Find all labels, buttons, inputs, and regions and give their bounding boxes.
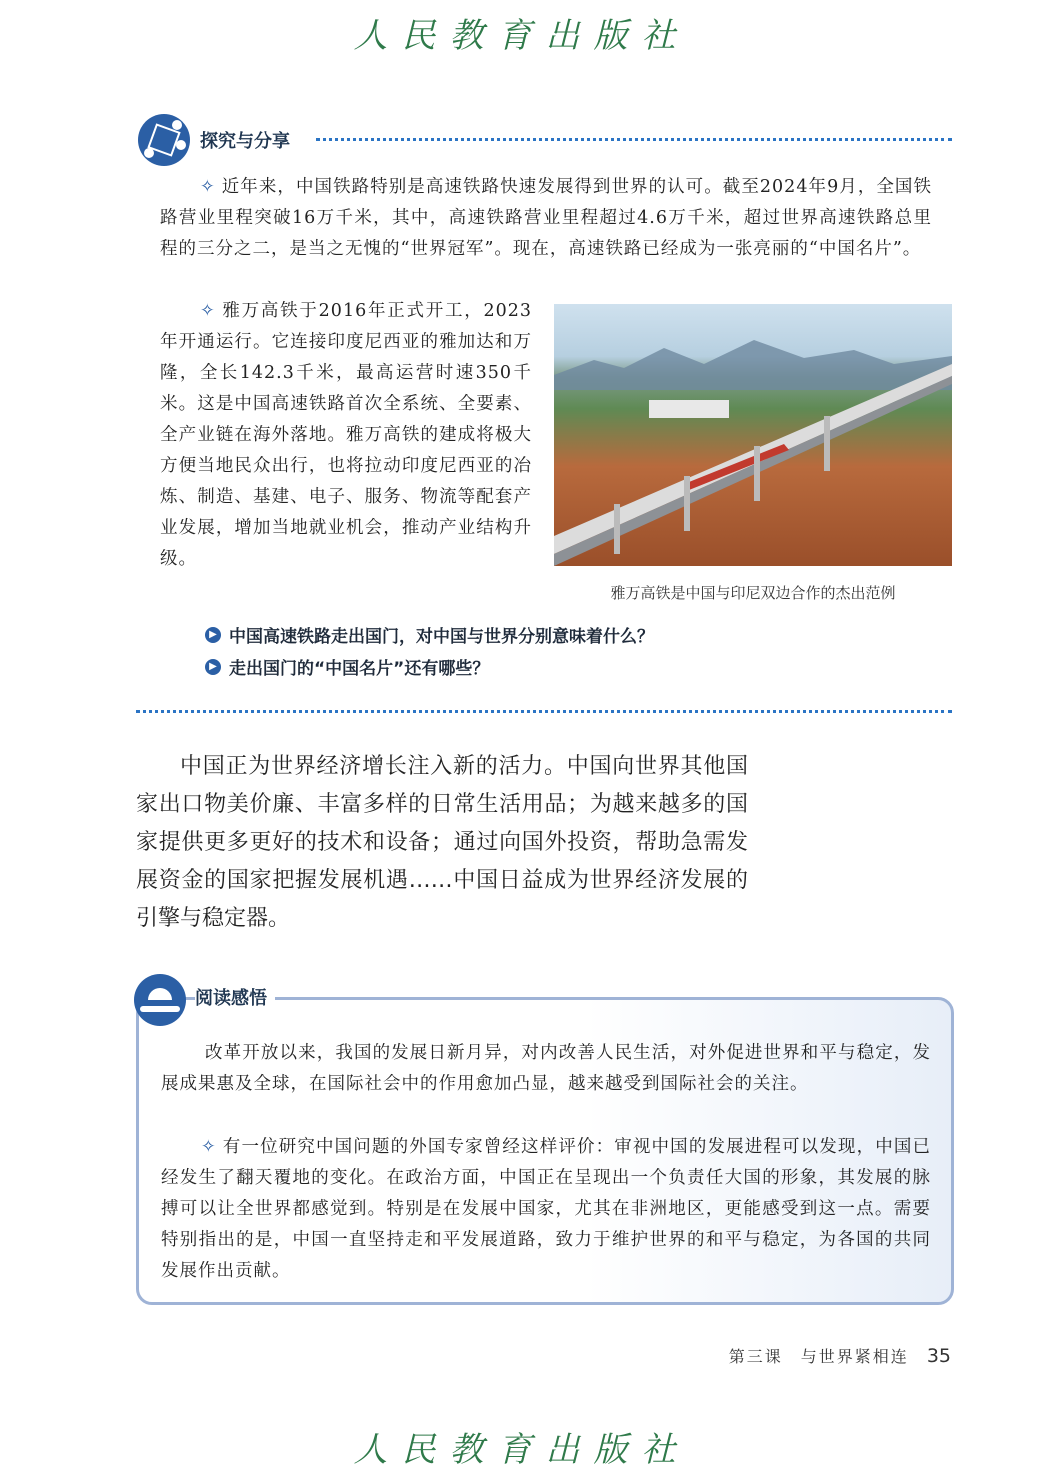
explore-paragraph-1: ✧ 近年来，中国铁路特别是高速铁路快速发展得到世界的认可。截至2024年9月，全国铁路营业里程突破16万千米，其中，高速铁路营业里程超过4.6万千米，超过世界高速铁路总里程的三分之二，是当之无愧的“世界冠军”。现在，高速铁路已经成为一张亮丽的“中国名片”。	[160, 177, 932, 259]
publisher-watermark-top: 人民教育出版社	[353, 16, 690, 56]
question-bullet-icon: ▶	[205, 659, 221, 675]
diamond-bullet-icon: ✧	[200, 177, 216, 197]
reading-section-title: 阅读感悟	[195, 984, 275, 1010]
page-number: 35	[926, 1345, 951, 1367]
footer-lesson: 第三课	[728, 1347, 783, 1366]
publisher-watermark-bottom: 人民教育出版社	[353, 1430, 690, 1470]
reading-paragraph-1: 改革开放以来，我国的发展日新月异，对内改善人民生活，对外促进世界和平与稳定，发展成果惠及全球，在国际社会中的作用愈加凸显，越来越受到国际社会的关注。	[161, 1043, 931, 1094]
explore-top-divider	[316, 138, 952, 141]
question-bullet-icon: ▶	[205, 627, 221, 643]
page-footer	[729, 1344, 951, 1367]
explore-paragraph-2: ✧ 雅万高铁于2016年正式开工，2023年开通运行。它连接印度尼西亚的雅加达和万隆，全长142.3千米，最高运营时速350千米。这是中国高速铁路首次全系统、全要素、全产业链在海外落地。雅万高铁的建成将极大方便当地民众出行，也将拉动印度尼西亚的冶炼、制造、基建、电子、服务、物流等配套产业发展，增加当地就业机会，推动产业结构升级。	[160, 301, 532, 569]
reading-reflection-box	[136, 997, 954, 1305]
reading-paragraph-2: ✧ 有一位研究中国问题的外国专家曾经这样评价：审视中国的发展进程可以发现，中国已经发生了翻天覆地的变化。在政治方面，中国正在呈现出一个负责任大国的形象，其发展的脉搏可以让全世界都感觉到。特别是在发展中国家，尤其在非洲地区，更能感受到这一点。需要特别指出的是，中国一直坚持走和平发展道路，致力于维护世界的和平与稳定，为各国的共同发展作出贡献。	[161, 1137, 931, 1281]
question-item: ▶ 走出国门的“中国名片”还有哪些？	[205, 654, 489, 679]
diamond-bullet-icon: ✧	[201, 1137, 217, 1157]
photo-caption: 雅万高铁是中国与印尼双边合作的杰出范例	[610, 584, 896, 602]
explore-section-header	[138, 114, 290, 166]
jakarta-bandung-railway-photo	[554, 304, 952, 566]
diamond-bullet-icon: ✧	[200, 301, 216, 321]
main-body-paragraph: 中国正为世界经济增长注入新的活力。中国向世界其他国家出口物美价廉、丰富多样的日常生活用品；为越来越多的国家提供更多更好的技术和设备；通过向国外投资，帮助急需发展资金的国家把握发展机遇……中国日益成为世界经济发展的引擎与稳定器。	[136, 754, 748, 931]
explore-cube-icon	[138, 114, 190, 166]
reading-book-icon	[134, 974, 186, 1026]
question-item: ▶ 中国高速铁路走出国门，对中国与世界分别意味着什么？	[205, 622, 654, 647]
footer-lesson-title: 与世界紧相连	[800, 1347, 909, 1366]
railway-viaduct-graphic	[554, 304, 952, 566]
explore-section-title: 探究与分享	[200, 131, 290, 152]
explore-bottom-divider	[136, 710, 952, 713]
